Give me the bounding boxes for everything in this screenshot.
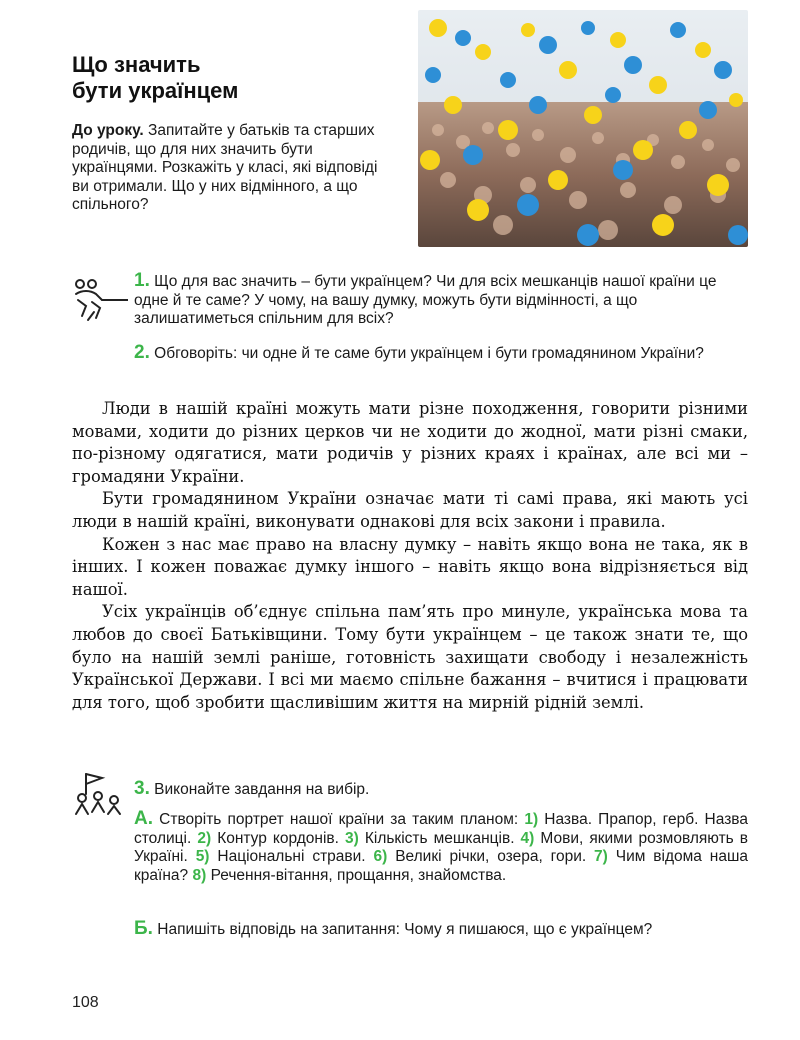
plan-item-number: 8) (192, 866, 207, 884)
plan-item-text: Великі річки, озера, гори. (395, 848, 587, 865)
plan-item-text: Чим відома наша країна? (134, 848, 748, 884)
plan-item-text: Кількість мешканців. (364, 829, 515, 847)
photo-illustration (418, 10, 748, 247)
plan-item-text: Мови, якими розмовляють в Україні. (134, 829, 749, 865)
task-3a (134, 810, 748, 885)
plan-item-text: Речення-вітання, прощання, знайомства. (210, 866, 507, 884)
body-paragraph: Бути громадянином України означає мати ті самі права, які мають усі люди в нашій країні, виконувати однакові для всіх закони і правила. (72, 489, 748, 531)
question-2-number: 2. (134, 342, 150, 363)
task-3a-intro: Створіть портрет нашої країни за таким планом: (159, 811, 519, 828)
lesson-title-line1: Що значить (72, 52, 201, 77)
task-3a-letter: А. (134, 808, 153, 829)
question-1-text: Що для вас значить – бути українцем? Чи для всіх мешканців нашої країни це одне й те саме? У чому, на вашу думку, можуть бути відмінності, а що залишатиметься спільним для всіх? (134, 273, 717, 327)
plan-item-number: 2) (197, 829, 212, 847)
lesson-body (72, 398, 748, 714)
crowd-with-balloons-photo (418, 10, 748, 247)
intro-lead: До уроку. (72, 122, 144, 139)
lesson-title-line2: бути українцем (72, 78, 239, 103)
task-3-text: Виконайте завдання на вибір. (154, 781, 370, 798)
task-3-number: 3. (134, 778, 150, 799)
task-3 (134, 780, 748, 800)
discussion-icon (72, 276, 128, 331)
plan-item-number: 4) (520, 829, 535, 847)
lesson-intro (72, 122, 390, 215)
question-1-number: 1. (134, 270, 150, 291)
plan-item-number: 1) (524, 811, 539, 828)
plan-item-number: 3) (345, 829, 359, 847)
question-2-text: Обговоріть: чи одне й те саме бути українцем і бути громадянином України? (154, 345, 704, 362)
plan-item-text: Національні страви. (217, 848, 366, 865)
task-3b-text: Напишіть відповідь на запитання: Чому я пишаюся, що є українцем? (157, 921, 653, 938)
plan-item-text: Назва. Прапор, герб. Назва столиці. (134, 811, 748, 847)
intro-text: Запитайте у батьків та старших родичів, що для них значить бути українцями. Розкажіть у класі, які відповіді ви отримали. Що у них відмінного, а що спільного? (72, 122, 378, 213)
task-3b-letter: Б. (134, 918, 153, 939)
plan-item-number: 7) (594, 848, 608, 865)
page-number: 108 (72, 994, 99, 1011)
task-3b (134, 920, 748, 940)
body-paragraph: Люди в нашій країні можуть мати різне походження, говорити різними мовами, ходити до різних церков чи не ходити до жодної, мати різні смаки, по-різному одягатися, мати родичів у різних краях і країнах, але всі ми – громадяни України. (72, 399, 748, 486)
body-paragraph: Усіх українців об’єднує спільна пам’ять про минуле, українська мова та любов до своєї Батьківщини. Тому бути українцем – це також знати те, що було на нашій землі раніше, готовність захищати свободу і незалежність Української Держави. І всі ми маємо спільне бажання – вчитися і працювати для того, щоб зробити щасливішим життя на мирній рідній землі. (72, 602, 748, 712)
group-task-icon (72, 772, 124, 821)
plan-item-text: Контур кордонів. (217, 829, 339, 847)
question-1 (134, 272, 748, 329)
body-paragraph: Кожен з нас має право на власну думку – навіть якщо вона не така, як в інших. І кожен поважає думку іншого – навіть якщо вона відрізняється від нашої. (72, 534, 748, 599)
plan-item-number: 5) (195, 848, 210, 865)
lesson-title (72, 52, 402, 104)
question-2 (134, 344, 748, 364)
plan-item-number: 6) (373, 848, 388, 865)
